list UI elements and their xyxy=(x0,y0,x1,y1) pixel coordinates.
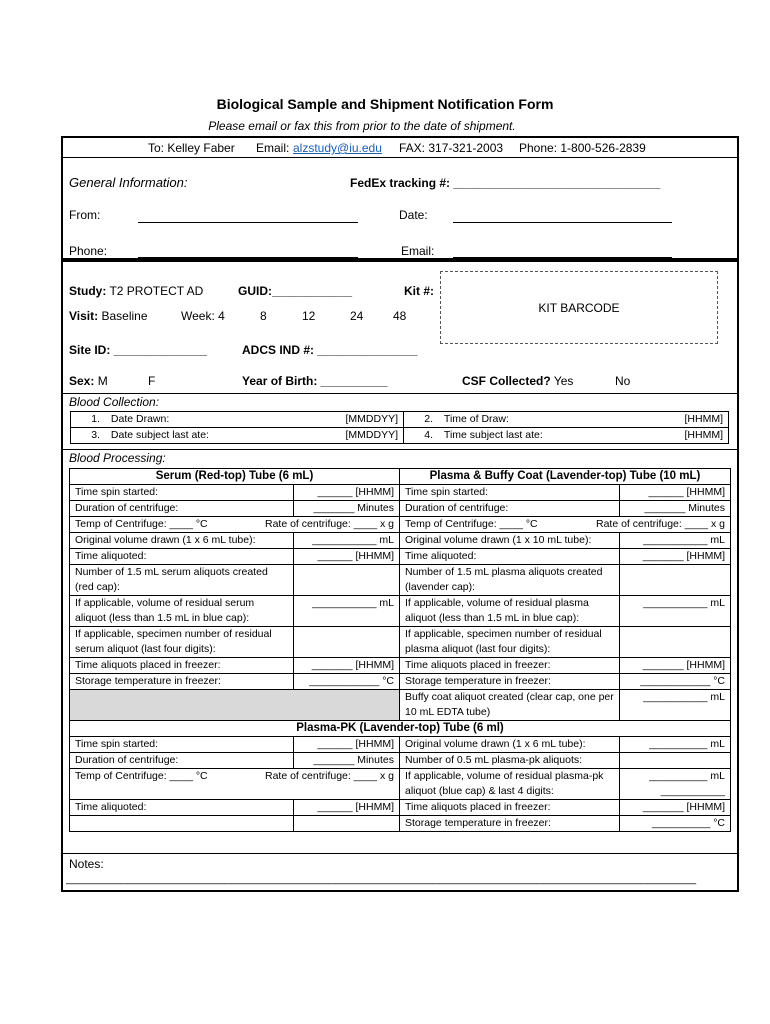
plasma-value[interactable]: _______ Minutes xyxy=(620,501,731,517)
date-field[interactable] xyxy=(453,222,672,223)
form-title: Biological Sample and Shipment Notification Form xyxy=(216,96,554,112)
sex-row xyxy=(69,374,108,388)
study-row xyxy=(69,284,203,298)
contact-to: To: Kelley Faber xyxy=(148,141,235,155)
serum-label: Original volume drawn (1 x 6 mL tube): xyxy=(70,533,294,549)
date-drawn-field[interactable]: [MMDDYY] xyxy=(345,413,398,425)
plasma-value[interactable]: ____________ °C xyxy=(620,674,731,690)
pk-left-label: Duration of centrifuge: xyxy=(70,753,294,769)
table-row xyxy=(70,549,731,565)
pk-left-value[interactable]: ______ [HHMM] xyxy=(294,737,400,753)
visit-baseline-option[interactable]: Baseline xyxy=(101,309,148,323)
table-row xyxy=(70,501,731,517)
shaded-cell xyxy=(70,690,400,721)
plasma-value[interactable] xyxy=(620,627,731,658)
plasma-value[interactable]: _______ [HHMM] xyxy=(620,549,731,565)
table-row xyxy=(70,658,731,674)
visit-week8-option[interactable]: 8 xyxy=(260,309,267,323)
serum-value[interactable]: ______ [HHMM] xyxy=(294,485,400,501)
plasma-value[interactable]: ___________ mL xyxy=(620,690,731,721)
blood-processing-heading: Blood Processing: xyxy=(69,451,166,465)
kit-label: Kit #: xyxy=(404,284,434,298)
table-row xyxy=(70,690,731,721)
table-row xyxy=(70,674,731,690)
sex-m-option[interactable]: M xyxy=(97,374,108,388)
table-row xyxy=(70,769,731,800)
pk-right-value[interactable]: __________ mL ___________ xyxy=(620,769,731,800)
plasma-value[interactable]: _______ [HHMM] xyxy=(620,658,731,674)
fedex-tracking-field[interactable]: FedEx tracking #: _______________________________ xyxy=(350,176,661,190)
plasma-value[interactable] xyxy=(620,565,731,596)
plasma-label: Time aliquots placed in freezer: xyxy=(400,658,620,674)
table-row xyxy=(70,469,731,485)
plasma-value[interactable]: ___________ mL xyxy=(620,533,731,549)
plasma-label: Duration of centrifuge: xyxy=(400,501,620,517)
pk-rate-field[interactable]: Rate of centrifuge: ____ x g xyxy=(265,770,394,782)
site-id-field[interactable]: Site ID: ______________ xyxy=(69,343,208,357)
table-row xyxy=(70,596,731,627)
plasma-label: Buffy coat aliquot created (clear cap, one per 10 mL EDTA tube) xyxy=(400,690,620,721)
table-cell xyxy=(71,412,404,428)
time-last-ate-field[interactable]: [HHMM] xyxy=(684,429,723,441)
serum-value[interactable] xyxy=(294,565,400,596)
csf-no-option[interactable]: No xyxy=(615,374,631,388)
serum-label: If applicable, volume of residual serum aliquot (less than 1.5 mL in blue cap): xyxy=(70,596,294,627)
table-cell xyxy=(404,412,729,428)
plasma-label: Number of 1.5 mL plasma aliquots created (lavender cap): xyxy=(400,565,620,596)
pk-right-value[interactable] xyxy=(620,753,731,769)
notes-label: Notes: xyxy=(69,857,104,871)
pk-left-label: Time aliquoted: xyxy=(70,800,294,816)
phone-field[interactable] xyxy=(138,257,358,258)
phone-label: Phone: xyxy=(69,244,108,258)
plasma-value[interactable]: ______ [HHMM] xyxy=(620,485,731,501)
table-row xyxy=(70,721,731,737)
serum-temp-field[interactable]: Temp of Centrifuge: ____ °C xyxy=(75,518,208,530)
row-number: 2. xyxy=(424,413,433,425)
row-number: 4. xyxy=(424,429,433,441)
email-label: Email: xyxy=(401,244,435,258)
pk-right-value[interactable]: __________ mL xyxy=(620,737,731,753)
blood-collection-divider xyxy=(62,393,738,394)
csf-yes-option[interactable]: Yes xyxy=(553,374,574,388)
plasma-value[interactable]: ___________ mL xyxy=(620,596,731,627)
row-number: 1. xyxy=(91,413,100,425)
blood-collection-table xyxy=(70,411,729,444)
contact-email-label: Email: xyxy=(256,141,290,155)
pk-right-label: Time aliquots placed in freezer: xyxy=(400,800,620,816)
plasma-rate-field[interactable]: Rate of centrifuge: ____ x g xyxy=(596,518,725,530)
serum-centrifuge-cell[interactable] xyxy=(70,517,400,533)
serum-value[interactable]: ___________ mL xyxy=(294,533,400,549)
serum-value[interactable] xyxy=(294,627,400,658)
table-row xyxy=(70,800,731,816)
time-of-draw-field[interactable]: [HHMM] xyxy=(684,413,723,425)
study-label: Study: xyxy=(69,284,107,298)
table-cell xyxy=(404,428,729,444)
plasma-label: Storage temperature in freezer: xyxy=(400,674,620,690)
serum-value[interactable]: ____________ °C xyxy=(294,674,400,690)
plasma-header: Plasma & Buffy Coat (Lavender-top) Tube (10 mL) xyxy=(400,469,731,485)
plasma-label: Time spin started: xyxy=(400,485,620,501)
guid-field[interactable]: GUID:____________ xyxy=(238,284,353,298)
sex-f-option[interactable]: F xyxy=(148,374,156,388)
csf-label: CSF Collected? xyxy=(462,374,551,388)
visit-week24-option[interactable]: 24 xyxy=(350,309,364,323)
plasma-label: If applicable, specimen number of residual plasma aliquot (last four digits): xyxy=(400,627,620,658)
table-row xyxy=(70,517,731,533)
visit-week48-option[interactable]: 48 xyxy=(393,309,407,323)
contact-fax: FAX: 317-321-2003 xyxy=(399,141,504,155)
plasma-label: Original volume drawn (1 x 10 mL tube): xyxy=(400,533,620,549)
table-row xyxy=(70,816,731,832)
kit-barcode-area xyxy=(440,271,718,344)
pk-left-value[interactable] xyxy=(294,816,400,832)
serum-value[interactable]: ___________ mL xyxy=(294,596,400,627)
notes-field[interactable]: _______________________________________________________________________________________________________ xyxy=(66,873,697,885)
time-of-draw-label: Time of Draw: xyxy=(443,413,509,425)
table-row xyxy=(71,428,729,444)
table-row xyxy=(70,533,731,549)
serum-label: Time spin started: xyxy=(70,485,294,501)
table-row xyxy=(70,485,731,501)
serum-label: Duration of centrifuge: xyxy=(70,501,294,517)
table-row xyxy=(70,627,731,658)
email-field[interactable] xyxy=(453,257,672,258)
from-field[interactable] xyxy=(138,222,358,223)
pk-right-value[interactable]: _______ [HHMM] xyxy=(620,800,731,816)
pk-right-label: Original volume drawn (1 x 6 mL tube): xyxy=(400,737,620,753)
blood-processing-table xyxy=(69,468,731,832)
pk-left-label: Time spin started: xyxy=(70,737,294,753)
pk-left-label xyxy=(70,816,294,832)
pk-header: Plasma-PK (Lavender-top) Tube (6 ml) xyxy=(70,721,731,737)
serum-label: Time aliquots placed in freezer: xyxy=(70,658,294,674)
form-subtitle: Please email or fax this from prior to the date of shipment. xyxy=(208,119,516,133)
visit-week4-option[interactable]: Week: 4 xyxy=(181,309,225,323)
sex-label: Sex: xyxy=(69,374,95,388)
pk-left-value[interactable]: _______ Minutes xyxy=(294,753,400,769)
serum-header: Serum (Red-top) Tube (6 mL) xyxy=(70,469,400,485)
date-label: Date: xyxy=(399,208,428,222)
contact-email-link[interactable]: alzstudy@iu.edu xyxy=(293,141,382,155)
serum-label: Number of 1.5 mL serum aliquots created (red cap): xyxy=(70,565,294,596)
serum-value[interactable]: ______ [HHMM] xyxy=(294,549,400,565)
serum-rate-field[interactable]: Rate of centrifuge: ____ x g xyxy=(265,518,394,530)
visit-week12-option[interactable]: 12 xyxy=(302,309,316,323)
table-cell xyxy=(71,428,404,444)
from-label: From: xyxy=(69,208,101,222)
contact-phone: Phone: 1-800-526-2839 xyxy=(519,141,646,155)
plasma-label: Time aliquoted: xyxy=(400,549,620,565)
csf-row xyxy=(462,374,573,388)
pk-right-value[interactable]: __________ °C xyxy=(620,816,731,832)
plasma-label: If applicable, volume of residual plasma aliquot (less than 1.5 mL in blue cap): xyxy=(400,596,620,627)
adcs-ind-field[interactable]: ADCS IND #: _______________ xyxy=(242,343,418,357)
date-last-ate-label: Date subject last ate: xyxy=(110,429,209,441)
serum-value[interactable]: _______ Minutes xyxy=(294,501,400,517)
table-row xyxy=(70,737,731,753)
visit-label: Visit: xyxy=(69,309,99,323)
visit-row xyxy=(69,309,148,323)
general-heading: General Information: xyxy=(69,175,188,190)
blood-collection-heading: Blood Collection: xyxy=(69,395,160,409)
serum-label: If applicable, specimen number of residual serum aliquot (last four digits): xyxy=(70,627,294,658)
plasma-centrifuge-cell[interactable] xyxy=(400,517,731,533)
table-row xyxy=(70,753,731,769)
pk-temp-field[interactable]: Temp of Centrifuge: ____ °C xyxy=(75,770,208,782)
serum-label: Storage temperature in freezer: xyxy=(70,674,294,690)
contact-divider xyxy=(62,157,738,158)
time-last-ate-label: Time subject last ate: xyxy=(443,429,543,441)
pk-centrifuge-cell[interactable] xyxy=(70,769,400,800)
serum-label: Time aliquoted: xyxy=(70,549,294,565)
serum-value[interactable]: _______ [HHMM] xyxy=(294,658,400,674)
pk-left-value[interactable]: ______ [HHMM] xyxy=(294,800,400,816)
row-number: 3. xyxy=(91,429,100,441)
date-last-ate-field[interactable]: [MMDDYY] xyxy=(345,429,398,441)
table-row xyxy=(70,565,731,596)
kit-barcode-label: KIT BARCODE xyxy=(538,301,620,315)
year-of-birth-field[interactable]: Year of Birth: __________ xyxy=(242,374,388,388)
pk-right-label: Storage temperature in freezer: xyxy=(400,816,620,832)
pk-right-label: If applicable, volume of residual plasma-pk aliquot (blue cap) & last 4 digits: xyxy=(400,769,620,800)
notes-divider xyxy=(62,853,738,854)
study-value: T2 PROTECT AD xyxy=(109,284,204,298)
table-row xyxy=(71,412,729,428)
date-drawn-label: Date Drawn: xyxy=(110,413,170,425)
blood-processing-divider xyxy=(62,449,738,450)
plasma-temp-field[interactable]: Temp of Centrifuge: ____ °C xyxy=(405,518,538,530)
pk-right-label: Number of 0.5 mL plasma-pk aliquots: xyxy=(400,753,620,769)
